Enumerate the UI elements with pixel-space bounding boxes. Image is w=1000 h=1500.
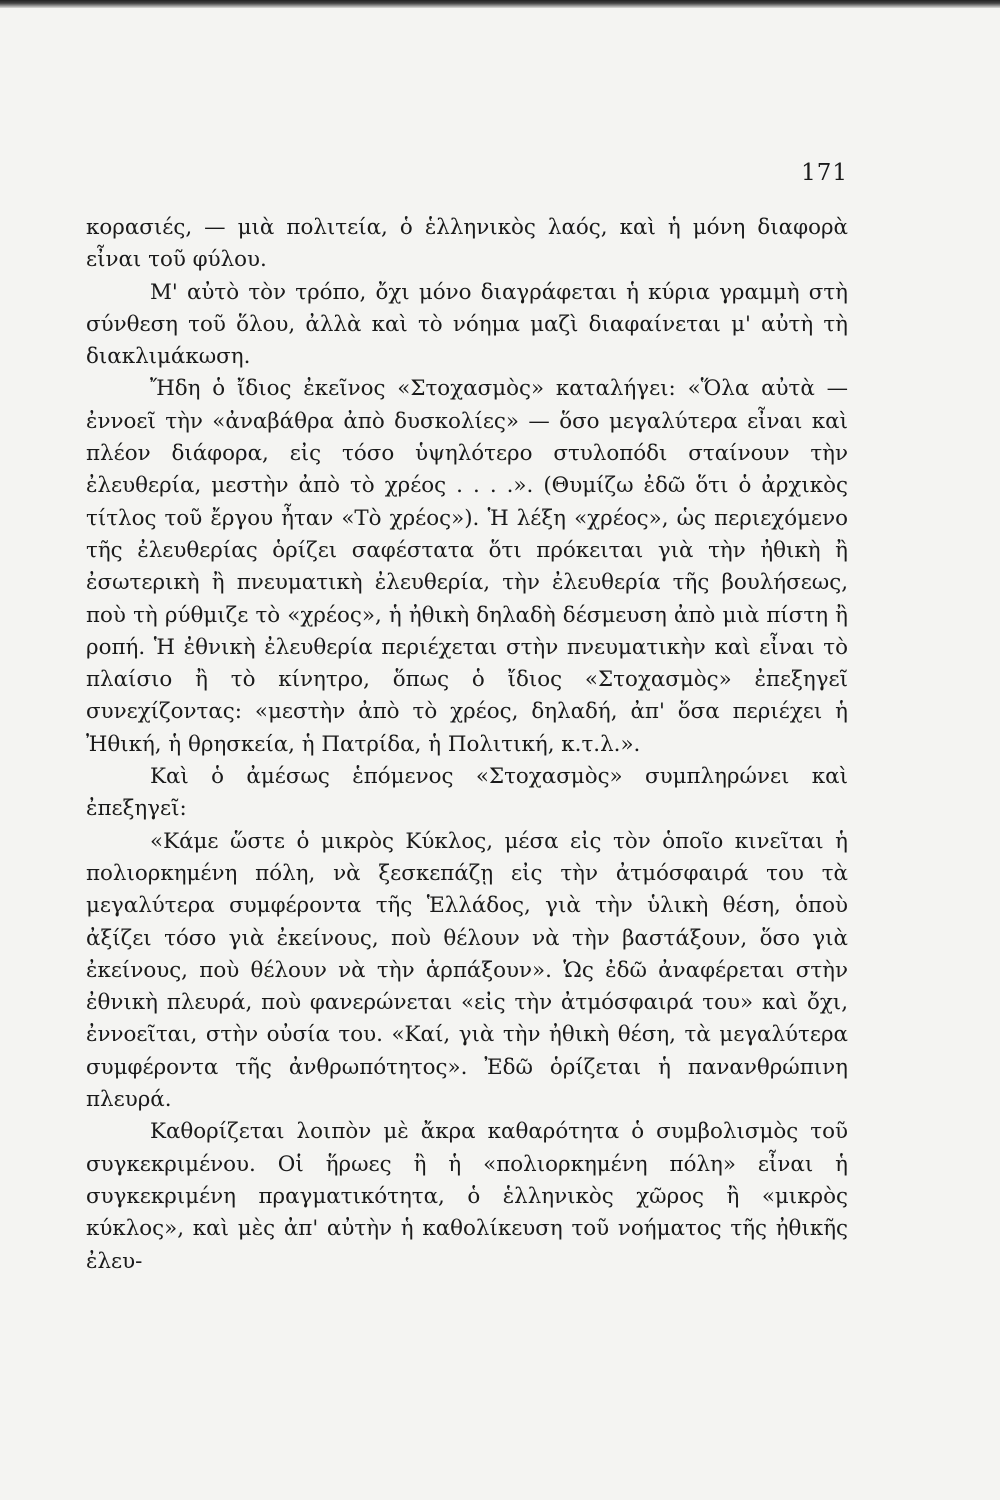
paragraph-2: Μ' αὐτὸ τὸν τρόπο, ὄχι μόνο διαγράφεται ἡ κύρια γραμμὴ στὴ σύνθεση τοῦ ὅλου, ἀλλὰ καὶ τὸ νόημα μαζὶ διαφαίνεται μ' αὐτὴ τὴ διακλιμάκωση. [86, 279, 848, 370]
page-top-edge [0, 0, 1000, 8]
paragraph-4: Καὶ ὁ ἀμέσως ἑπόμενος «Στοχασμὸς» συμπληρώνει καὶ ἐπεξηγεῖ: [86, 764, 848, 822]
paragraph-1: κορασιές, — μιὰ πολιτεία, ὁ ἑλληνικὸς λαός, καὶ ἡ μόνη διαφορὰ εἶναι τοῦ φύλου. [86, 215, 848, 273]
paragraph-5: «Κάμε ὥστε ὁ μικρὸς Κύκλος, μέσα εἰς τὸν ὁποῖο κινεῖται ἡ πολιορκημένη πόλη, νὰ ξεσκεπάζῃ εἰς τὴν ἀτμόσφαιρά του τὰ μεγαλύτερα συμφέροντα τῆς Ἑλλάδος, γιὰ τὴν ὑλικὴ θέση, ὁποὺ ἀξίζει τόσο γιὰ ἐκείνους, ποὺ θέλουν νὰ τὴν βαστάξουν, ὅσο γιὰ ἐκείνους, ποὺ θέλουν νὰ τὴν ἁρπάξουν». Ὡς ἐδῶ ἀναφέρεται στὴν ἐθνικὴ πλευρά, ποὺ φανερώνεται «εἰς τὴν ἀτμόσφαιρά του» καὶ ὄχι, ἐννοεῖται, στὴν οὐσία του. «Καί, γιὰ τὴν ἠθικὴ θέση, τὰ μεγαλύτερα συμφέροντα τῆς ἀνθρωπότητος». Ἐδῶ ὁρίζεται ἡ πανανθρώπινη πλευρά. [86, 828, 848, 1113]
paragraph-3: Ἤδη ὁ ἴδιος ἐκεῖνος «Στοχασμὸς» καταλήγει: «Ὅλα αὐτὰ — ἐννοεῖ τὴν «ἀναβάθρα ἀπὸ δυσκολίες» — ὅσο μεγαλύτερα εἶναι καὶ πλέον διάφορα, εἰς τόσο ὑψηλότερο στυλοπόδι σταίνουν τὴν ἐλευθερία, μεστὴν ἀπὸ τὸ χρέος . . . .». (Θυμίζω ἐδῶ ὅτι ὁ ἀρχικὸς τίτλος τοῦ ἔργου ἦταν «Τὸ χρέος»). Ἡ λέξη «χρέος», ὡς περιεχόμενο τῆς ἐλευθερίας ὁρίζει σαφέστατα ὅτι πρόκειται γιὰ τὴν ἠθικὴ ἢ ἐσωτερικὴ ἢ πνευματικὴ ἐλευθερία, τὴν ἐλευθερία τῆς βουλήσεως, ποὺ τὴ ρύθμιζε τὸ «χρέος», ἡ ἠθικὴ δηλαδὴ δέσμευση ἀπὸ μιὰ πίστη ἢ ροπή. Ἡ ἐθνικὴ ἐλευθερία περιέχεται στὴν πνευματικὴν καὶ εἶναι τὸ πλαίσιο ἢ τὸ κίνητρο, ὅπως ὁ ἴδιος «Στοχασμὸς» ἐπεξηγεῖ συνεχίζοντας: «μεστὴν ἀπὸ τὸ χρέος, δηλαδή, ἀπ' ὅσα περιέχει ἡ Ἠθική, ἡ θρησκεία, ἡ Πατρίδα, ἡ Πολιτική, κ.τ.λ.». [86, 376, 848, 757]
paragraph-6: Καθορίζεται λοιπὸν μὲ ἄκρα καθαρότητα ὁ συμβολισμὸς τοῦ συγκεκριμένου. Οἱ ἥρωες ἢ ἡ «πολιορκημένη πόλη» εἶναι ἡ συγκεκριμένη πραγματικότητα, ὁ ἑλληνικὸς χῶρος ἢ «μικρὸς κύκλος», καὶ μὲς ἀπ' αὐτὴν ἡ καθολίκευση τοῦ νοήματος τῆς ἠθικῆς ἐλευ- [86, 1119, 848, 1274]
body-text [86, 212, 848, 1278]
page-number: 171 [801, 160, 848, 186]
